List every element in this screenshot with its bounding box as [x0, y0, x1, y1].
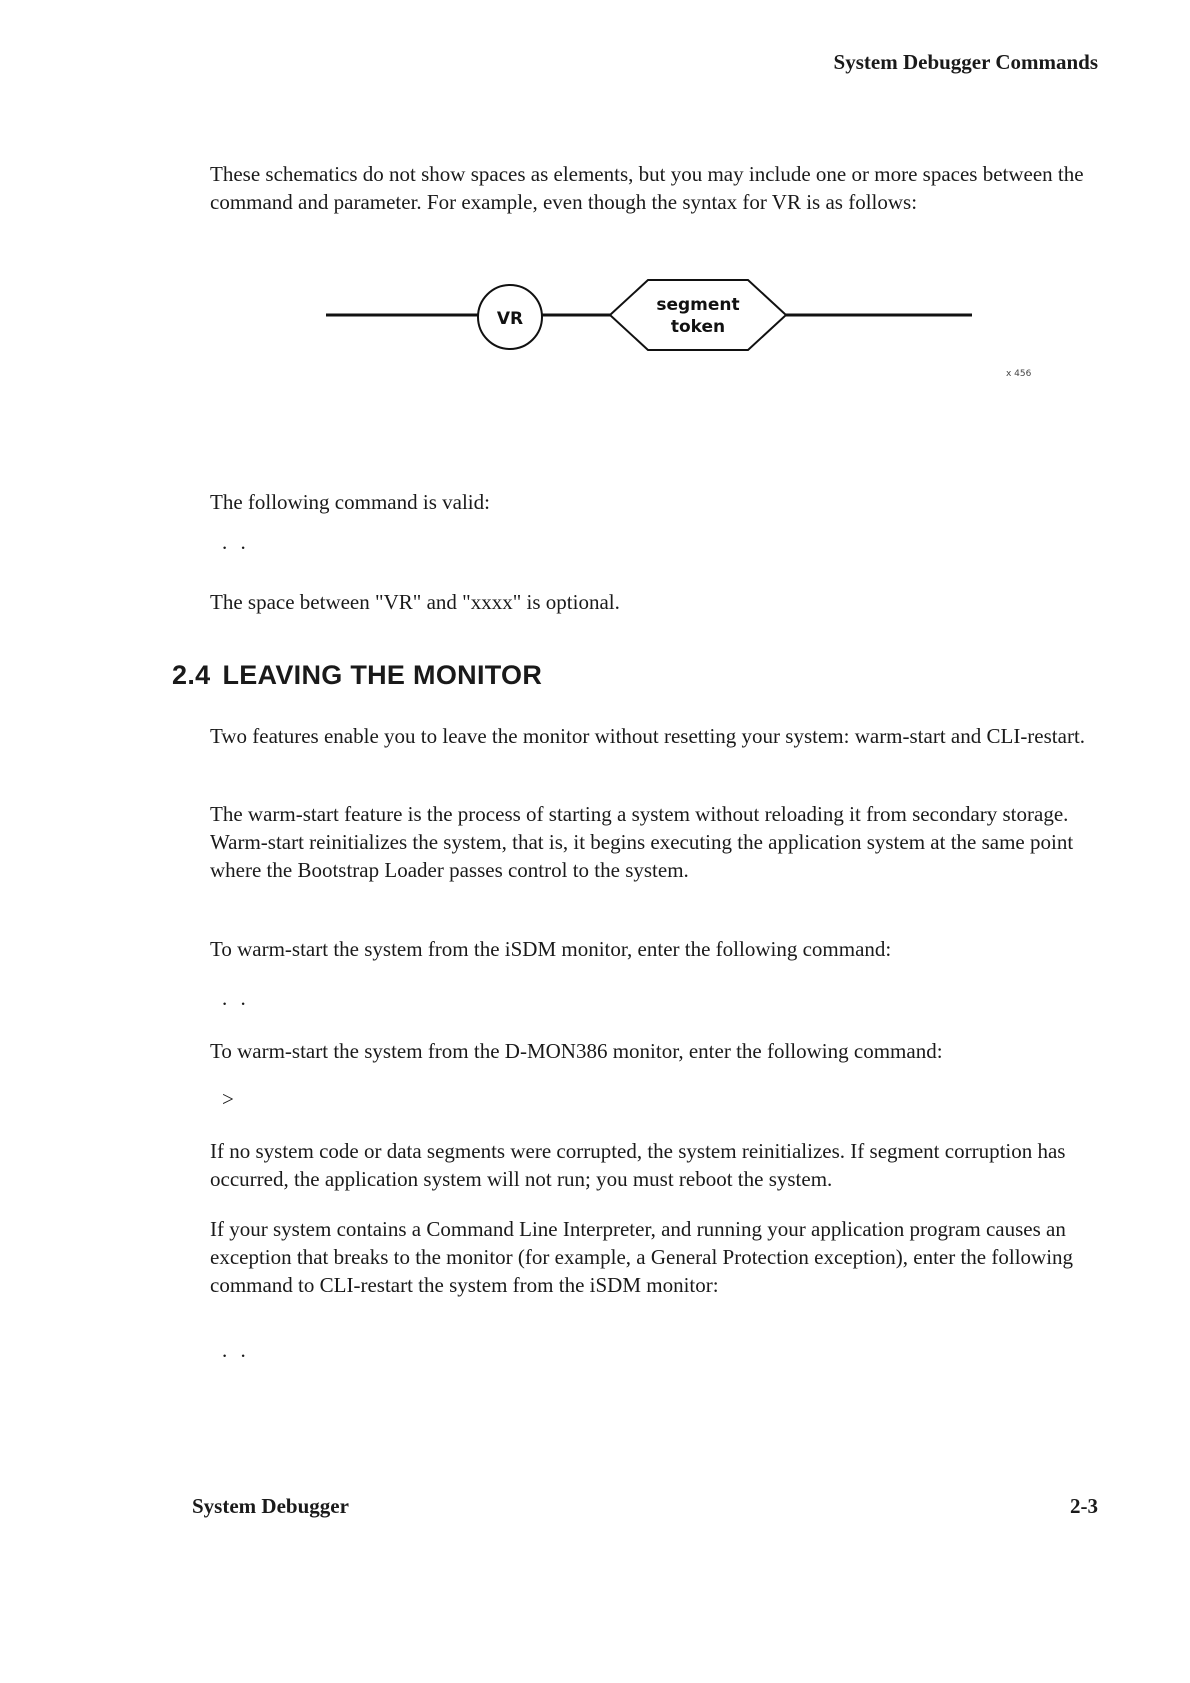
cli-restart-command: . .	[222, 1338, 250, 1362]
footer-title: System Debugger	[192, 1494, 349, 1518]
parameter-hexagon	[610, 280, 786, 350]
paragraph-reinitializes: If no system code or data segments were corrupted, the system reinitializes. If segment corruption has occurred, the application system will not run; you must reboot the system.	[210, 1139, 1066, 1191]
section-title: LEAVING THE MONITOR	[222, 660, 543, 690]
parameter-label-line1: segment	[656, 295, 740, 315]
isdm-command: . .	[222, 986, 250, 1010]
paragraph-dmon-instruction: To warm-start the system from the D-MON386 monitor, enter the following command:	[210, 1039, 943, 1063]
optional-note: The space between "VR" and "xxxx" is optional.	[210, 590, 620, 614]
command-label: VR	[496, 309, 524, 329]
dmon-command: >	[222, 1087, 238, 1111]
paragraph-features: Two features enable you to leave the monitor without resetting your system: warm-start and CLI-restart.	[210, 724, 1086, 748]
section-heading	[172, 660, 542, 691]
valid-command-example: . .	[222, 530, 250, 554]
section-number: 2.4	[172, 660, 211, 690]
figure-number: x 456	[1006, 369, 1032, 379]
intro-paragraph: These schematics do not show spaces as elements, but you may include one or more spaces between the command and parameter. For example, even though the syntax for VR is as follows:	[210, 162, 1084, 214]
valid-command-text: The following command is valid:	[210, 490, 490, 514]
paragraph-isdm-instruction: To warm-start the system from the iSDM monitor, enter the following command:	[210, 937, 892, 961]
paragraph-warm-start: The warm-start feature is the process of starting a system without reloading it from secondary storage. Warm-start reinitializes the system, that is, it begins executing the application system at the same point where the Bootstrap Loader passes control to the system.	[210, 802, 1074, 882]
parameter-label-line2: token	[670, 317, 726, 337]
syntax-diagram	[320, 272, 980, 382]
paragraph-cli-restart: If your system contains a Command Line Interpreter, and running your application program causes an exception that breaks to the monitor (for example, a General Protection exception), enter the following command to CLI-restart the system from the iSDM monitor:	[210, 1217, 1074, 1297]
page-number: 2-3	[1070, 1494, 1098, 1518]
running-header: System Debugger Commands	[833, 50, 1098, 74]
